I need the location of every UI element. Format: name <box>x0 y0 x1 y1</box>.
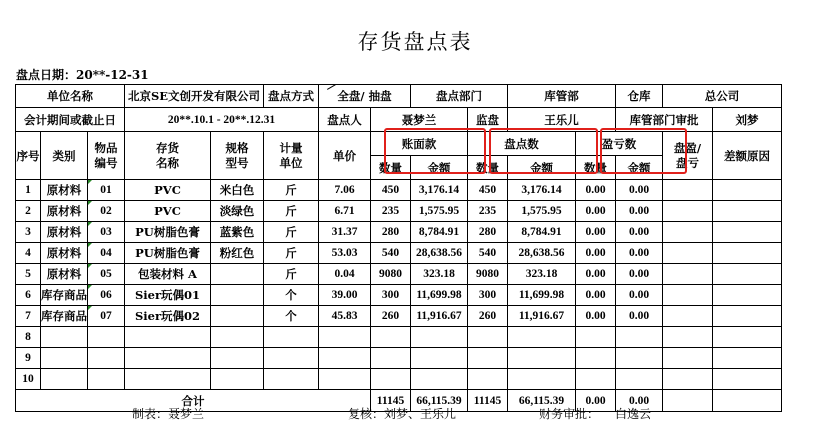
seq-cell: 9 <box>16 348 41 369</box>
code-cell: 05 <box>88 264 125 285</box>
profit-loss-cell <box>663 222 713 243</box>
sheet-title: 存货盘点表 <box>357 30 473 54</box>
col-price: 单价 <box>319 132 371 180</box>
book-amount-cell: 1,575.95 <box>411 201 468 222</box>
category-cell <box>41 327 88 348</box>
header-row-1 <box>16 85 782 108</box>
book-amount-cell: 3,176.14 <box>411 180 468 201</box>
diff-amount-cell: 0.00 <box>616 222 663 243</box>
name-cell: PVC <box>125 201 211 222</box>
col-book-qty: 数量 <box>371 156 411 180</box>
book-qty-cell: 540 <box>371 243 411 264</box>
unit-cell: 个 <box>264 285 319 306</box>
warehouse-label: 仓库 <box>616 85 663 108</box>
price-cell: 53.03 <box>319 243 371 264</box>
profit-loss-cell <box>663 201 713 222</box>
dept-label: 盘点部门 <box>411 85 508 108</box>
supervisor-value: 王乐儿 <box>508 108 616 132</box>
spec-cell: 粉红色 <box>211 243 264 264</box>
code-cell: 02 <box>88 201 125 222</box>
book-amount-cell <box>411 369 468 390</box>
counted-qty-cell: 235 <box>468 201 508 222</box>
table-row <box>16 306 782 327</box>
code-cell <box>88 369 125 390</box>
unit-cell: 斤 <box>264 201 319 222</box>
seq-cell: 7 <box>16 306 41 327</box>
diff-qty-cell: 0.00 <box>576 306 616 327</box>
reason-cell <box>713 180 782 201</box>
total-diff-amount: 0.00 <box>616 390 663 412</box>
book-amount-cell <box>411 327 468 348</box>
spec-cell <box>211 285 264 306</box>
seq-cell: 4 <box>16 243 41 264</box>
reason-cell <box>713 201 782 222</box>
spec-cell: 米白色 <box>211 180 264 201</box>
diff-qty-cell: 0.00 <box>576 180 616 201</box>
col-profit-loss: 盘盈/盘亏 <box>663 132 713 180</box>
period-label: 会计期间或截止日 <box>16 108 125 132</box>
spec-cell <box>211 264 264 285</box>
counted-qty-cell <box>468 327 508 348</box>
warehouse-value: 总公司 <box>663 85 782 108</box>
diff-qty-cell: 0.00 <box>576 264 616 285</box>
table-row <box>16 264 782 285</box>
seq-cell: 8 <box>16 327 41 348</box>
diff-qty-cell <box>576 348 616 369</box>
diff-amount-cell: 0.00 <box>616 285 663 306</box>
counted-qty-cell <box>468 369 508 390</box>
counter-label: 盘点人 <box>319 108 371 132</box>
book-qty-cell <box>371 327 411 348</box>
spec-cell <box>211 369 264 390</box>
col-category: 类别 <box>41 132 88 180</box>
col-book-amount: 金额 <box>411 156 468 180</box>
diff-qty-cell <box>576 369 616 390</box>
total-diff-qty: 0.00 <box>576 390 616 412</box>
col-book: 账面款 <box>371 132 468 156</box>
category-cell: 库存商品 <box>41 285 88 306</box>
spec-cell <box>211 348 264 369</box>
code-cell: 04 <box>88 243 125 264</box>
col-seq: 序号 <box>16 132 41 180</box>
category-cell: 库存商品 <box>41 306 88 327</box>
unit-cell: 斤 <box>264 222 319 243</box>
seq-cell: 10 <box>16 369 41 390</box>
code-cell: 01 <box>88 180 125 201</box>
name-cell: Sier玩偶02 <box>125 306 211 327</box>
category-cell: 原材料 <box>41 243 88 264</box>
header-row-2 <box>16 108 782 132</box>
price-cell <box>319 348 371 369</box>
counted-amount-cell: 28,638.56 <box>508 243 576 264</box>
footer-finance: 财务审批： <box>539 407 600 421</box>
diff-qty-cell: 0.00 <box>576 222 616 243</box>
col-diff-qty: 数量 <box>576 156 616 180</box>
category-cell: 原材料 <box>41 264 88 285</box>
name-cell <box>125 369 211 390</box>
diff-amount-cell <box>616 348 663 369</box>
diff-amount-cell: 0.00 <box>616 243 663 264</box>
book-qty-cell: 9080 <box>371 264 411 285</box>
counted-amount-cell: 3,176.14 <box>508 180 576 201</box>
counted-amount-cell: 323.18 <box>508 264 576 285</box>
price-cell: 7.06 <box>319 180 371 201</box>
code-cell <box>88 327 125 348</box>
table-row <box>16 327 782 348</box>
diff-amount-cell: 0.00 <box>616 180 663 201</box>
book-qty-cell: 260 <box>371 306 411 327</box>
diff-qty-cell: 0.00 <box>576 285 616 306</box>
reason-cell <box>713 348 782 369</box>
counted-qty-cell: 540 <box>468 243 508 264</box>
unit-cell: 斤 <box>264 180 319 201</box>
table-row <box>16 369 782 390</box>
total-profit-loss <box>663 390 713 412</box>
approval-label: 库管部门审批 <box>616 108 713 132</box>
counted-amount-cell: 11,699.98 <box>508 285 576 306</box>
profit-loss-cell <box>663 285 713 306</box>
code-cell: 03 <box>88 222 125 243</box>
unit-cell: 个 <box>264 306 319 327</box>
col-name: 存货名称 <box>125 132 211 180</box>
method-full: 全盘 <box>337 89 361 103</box>
footer-prepared: 制表：聂梦兰 <box>132 407 205 421</box>
diff-amount-cell: 0.00 <box>616 306 663 327</box>
unit-name-label: 单位名称 <box>16 85 125 108</box>
category-cell: 原材料 <box>41 222 88 243</box>
reason-cell <box>713 243 782 264</box>
total-label: 合计 <box>16 390 371 412</box>
price-cell: 6.71 <box>319 201 371 222</box>
reason-cell <box>713 327 782 348</box>
counted-qty-cell: 450 <box>468 180 508 201</box>
col-unit: 计量单位 <box>264 132 319 180</box>
table-row <box>16 222 782 243</box>
profit-loss-cell <box>663 180 713 201</box>
category-cell <box>41 348 88 369</box>
method-value <box>319 85 411 108</box>
counted-amount-cell <box>508 348 576 369</box>
category-cell <box>41 369 88 390</box>
price-cell <box>319 369 371 390</box>
profit-loss-cell <box>663 327 713 348</box>
unit-cell: 斤 <box>264 264 319 285</box>
profit-loss-cell <box>663 369 713 390</box>
book-amount-cell: 11,699.98 <box>411 285 468 306</box>
book-amount-cell: 28,638.56 <box>411 243 468 264</box>
book-amount-cell: 8,784.91 <box>411 222 468 243</box>
table-row <box>16 201 782 222</box>
seq-cell: 6 <box>16 285 41 306</box>
col-counted: 盘点数 <box>468 132 576 156</box>
profit-loss-cell <box>663 264 713 285</box>
total-book-amount: 66,115.39 <box>411 390 468 412</box>
seq-cell: 1 <box>16 180 41 201</box>
price-cell: 0.04 <box>319 264 371 285</box>
counted-amount-cell: 11,916.67 <box>508 306 576 327</box>
counted-qty-cell: 280 <box>468 222 508 243</box>
name-cell <box>125 348 211 369</box>
book-qty-cell: 235 <box>371 201 411 222</box>
reason-cell <box>713 306 782 327</box>
table-row <box>16 285 782 306</box>
col-item-code: 物品编号 <box>88 132 125 180</box>
method-slash: / <box>360 89 365 103</box>
col-diff: 盈亏数 <box>576 132 663 156</box>
col-counted-qty: 数量 <box>468 156 508 180</box>
reason-cell <box>713 264 782 285</box>
total-book-qty: 11145 <box>371 390 411 412</box>
diff-amount-cell: 0.00 <box>616 264 663 285</box>
price-cell: 39.00 <box>319 285 371 306</box>
price-cell: 31.37 <box>319 222 371 243</box>
price-cell: 45.83 <box>319 306 371 327</box>
counted-amount-cell <box>508 327 576 348</box>
profit-loss-cell <box>663 243 713 264</box>
counted-qty-cell: 9080 <box>468 264 508 285</box>
count-date: 盘点日期：20**-12-31 <box>16 68 149 82</box>
total-counted-amount: 66,115.39 <box>508 390 576 412</box>
unit-cell: 斤 <box>264 243 319 264</box>
dept-value: 库管部 <box>508 85 616 108</box>
spec-cell: 蓝紫色 <box>211 222 264 243</box>
diff-qty-cell: 0.00 <box>576 201 616 222</box>
inventory-table <box>15 84 782 412</box>
reason-cell <box>713 222 782 243</box>
col-spec: 规格型号 <box>211 132 264 180</box>
diff-qty-cell <box>576 327 616 348</box>
approver-value: 刘梦 <box>713 108 782 132</box>
counted-amount-cell: 8,784.91 <box>508 222 576 243</box>
category-cell: 原材料 <box>41 180 88 201</box>
footer-finance-name: 白逸云 <box>615 407 652 421</box>
unit-cell <box>264 327 319 348</box>
footer-reviewed: 复核：刘梦、王乐儿 <box>348 407 457 421</box>
spec-cell: 淡绿色 <box>211 201 264 222</box>
seq-cell: 3 <box>16 222 41 243</box>
code-cell <box>88 348 125 369</box>
method-sample: 抽盘 <box>368 89 392 103</box>
spec-cell <box>211 306 264 327</box>
profit-loss-cell <box>663 348 713 369</box>
diff-amount-cell <box>616 369 663 390</box>
total-reason <box>713 390 782 412</box>
name-cell: Sier玩偶01 <box>125 285 211 306</box>
table-row <box>16 243 782 264</box>
code-cell: 07 <box>88 306 125 327</box>
book-amount-cell: 323.18 <box>411 264 468 285</box>
name-cell: 包装材料 A <box>125 264 211 285</box>
counted-amount-cell <box>508 369 576 390</box>
book-qty-cell <box>371 369 411 390</box>
period-value: 20**.10.1 - 20**.12.31 <box>125 108 319 132</box>
column-header-row-1 <box>16 132 782 156</box>
counted-qty-cell: 260 <box>468 306 508 327</box>
diff-qty-cell: 0.00 <box>576 243 616 264</box>
seq-cell: 2 <box>16 201 41 222</box>
book-qty-cell <box>371 348 411 369</box>
name-cell: PU树脂色膏 <box>125 222 211 243</box>
category-cell: 原材料 <box>41 201 88 222</box>
counter-value: 聂梦兰 <box>371 108 468 132</box>
counted-amount-cell: 1,575.95 <box>508 201 576 222</box>
name-cell: PVC <box>125 180 211 201</box>
book-amount-cell <box>411 348 468 369</box>
col-counted-amount: 金额 <box>508 156 576 180</box>
reason-cell <box>713 369 782 390</box>
book-qty-cell: 300 <box>371 285 411 306</box>
diff-amount-cell: 0.00 <box>616 201 663 222</box>
supervisor-label: 监盘 <box>468 108 508 132</box>
table-row <box>16 348 782 369</box>
price-cell <box>319 327 371 348</box>
unit-name-value: 北京SE文创开发有限公司 <box>125 85 264 108</box>
diff-amount-cell <box>616 327 663 348</box>
col-diff-amount: 金额 <box>616 156 663 180</box>
reason-cell <box>713 285 782 306</box>
total-counted-qty: 11145 <box>468 390 508 412</box>
unit-cell <box>264 348 319 369</box>
counted-qty-cell: 300 <box>468 285 508 306</box>
book-qty-cell: 280 <box>371 222 411 243</box>
name-cell <box>125 327 211 348</box>
col-reason: 差额原因 <box>713 132 782 180</box>
profit-loss-cell <box>663 306 713 327</box>
counted-qty-cell <box>468 348 508 369</box>
code-cell: 06 <box>88 285 125 306</box>
spec-cell <box>211 327 264 348</box>
book-amount-cell: 11,916.67 <box>411 306 468 327</box>
book-qty-cell: 450 <box>371 180 411 201</box>
table-row <box>16 180 782 201</box>
unit-cell <box>264 369 319 390</box>
name-cell: PU树脂色膏 <box>125 243 211 264</box>
method-label: 盘点方式 <box>264 85 319 108</box>
seq-cell: 5 <box>16 264 41 285</box>
